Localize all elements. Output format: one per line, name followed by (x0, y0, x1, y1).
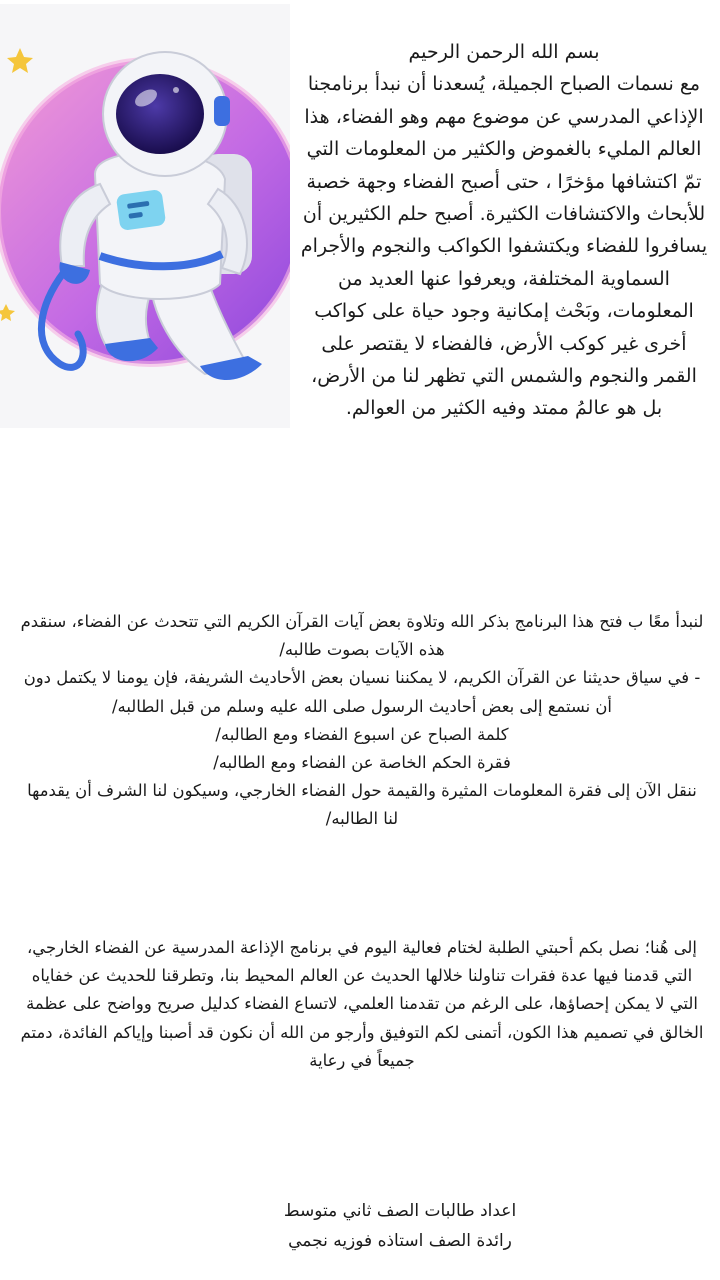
class-leader-line: رائدة الصف استاذه فوزيه نجمي (288, 1231, 512, 1251)
morning-word-line: كلمة الصباح عن اسبوع الفضاء ومع الطالبه/ (215, 724, 509, 744)
visor-shape (116, 74, 204, 154)
hadith-paragraph: - في سياق حديثنا عن القرآن الكريم، لا يمكننا نسيان بعض الأحاديث الشريفة، فإن يومنا لا يكتمل دون أن نستمع إلى بعض أحاديث الرسول صلى الله عليه وسلم من قبل الطالبه/ (23, 668, 701, 716)
astronaut-illustration (0, 4, 290, 428)
basmala-text: بسم الله الرحمن الرحيم (408, 41, 600, 63)
opening-paragraph: لنبدأ معًا ب فتح هذا البرنامج بذكر الله وتلاوة بعض آيات القرآن الكريم التي تتحدث عن الفضاء، سنقدم هذه الآيات بصوت طالبه/ (20, 612, 704, 660)
astronaut-icon (0, 4, 290, 428)
footer-section (150, 1196, 650, 1256)
closing-paragraph: إلى هُنا؛ نصل بكم أحبتي الطلبة لختام فعالية اليوم في برنامج الإذاعة المدرسية عن الفضاء الخارجي، التي قدمنا فيها عدة فقرات تناولنا خلالها الحديث عن العالم المحيط بنا، وتطرقنا للحديث عن خفاياه التي لا يمكن إحصاؤها، على الرغم من تقدمنا العلمي، لاتساع الفضاء كدليل صريح وواضح على عظمة الخالق في تصميم هذا الكون، أتمنى لكم التوفيق وأرجو من الله أن نكون قد أصبنا وإياكم الفائدة، دمتم جميعاً في رعاية (20, 938, 704, 1070)
program-section (20, 608, 704, 834)
info-paragraph: ننقل الآن إلى فقرة المعلومات المثيرة والقيمة حول الفضاء الخارجي، وسيكون لنا الشرف أن يقدمها لنا الطالبه/ (27, 781, 697, 829)
intro-section (300, 36, 708, 425)
intro-paragraph: مع نسمات الصباح الجميلة، يُسعدنا أن نبدأ برنامجنا الإذاعي المدرسي عن موضوع مهم وهو الفضاء، هذا العالم المليء بالغموض والكثير من المعلومات التي تمّ اكتشافها مؤخرًا ، حتى أصبح الفضاء وجهة خصبة للأبحاث والاكتشافات الكثيرة. أصبح حلم الكثيرين أن يسافروا للفضاء ويكتشفوا الكواكب والنجوم والأجرام السماوية المختلفة، ويعرفوا عنها العديد من المعلومات، وبَحْث إمكانية وجود حياة على كواكب أخرى غير كوكب الأرض، فالفضاء لا يقتصر على القمر والنجوم والشمس التي تظهر لنا من الأرض، بل هو عالمُ ممتد وفيه الكثير من العوالم. (300, 73, 708, 420)
closing-section (20, 934, 704, 1075)
prepared-by-line: اعداد طالبات الصف ثاني متوسط (283, 1201, 517, 1221)
wisdom-line: فقرة الحكم الخاصة عن الفضاء ومع الطالبه/ (213, 753, 511, 773)
